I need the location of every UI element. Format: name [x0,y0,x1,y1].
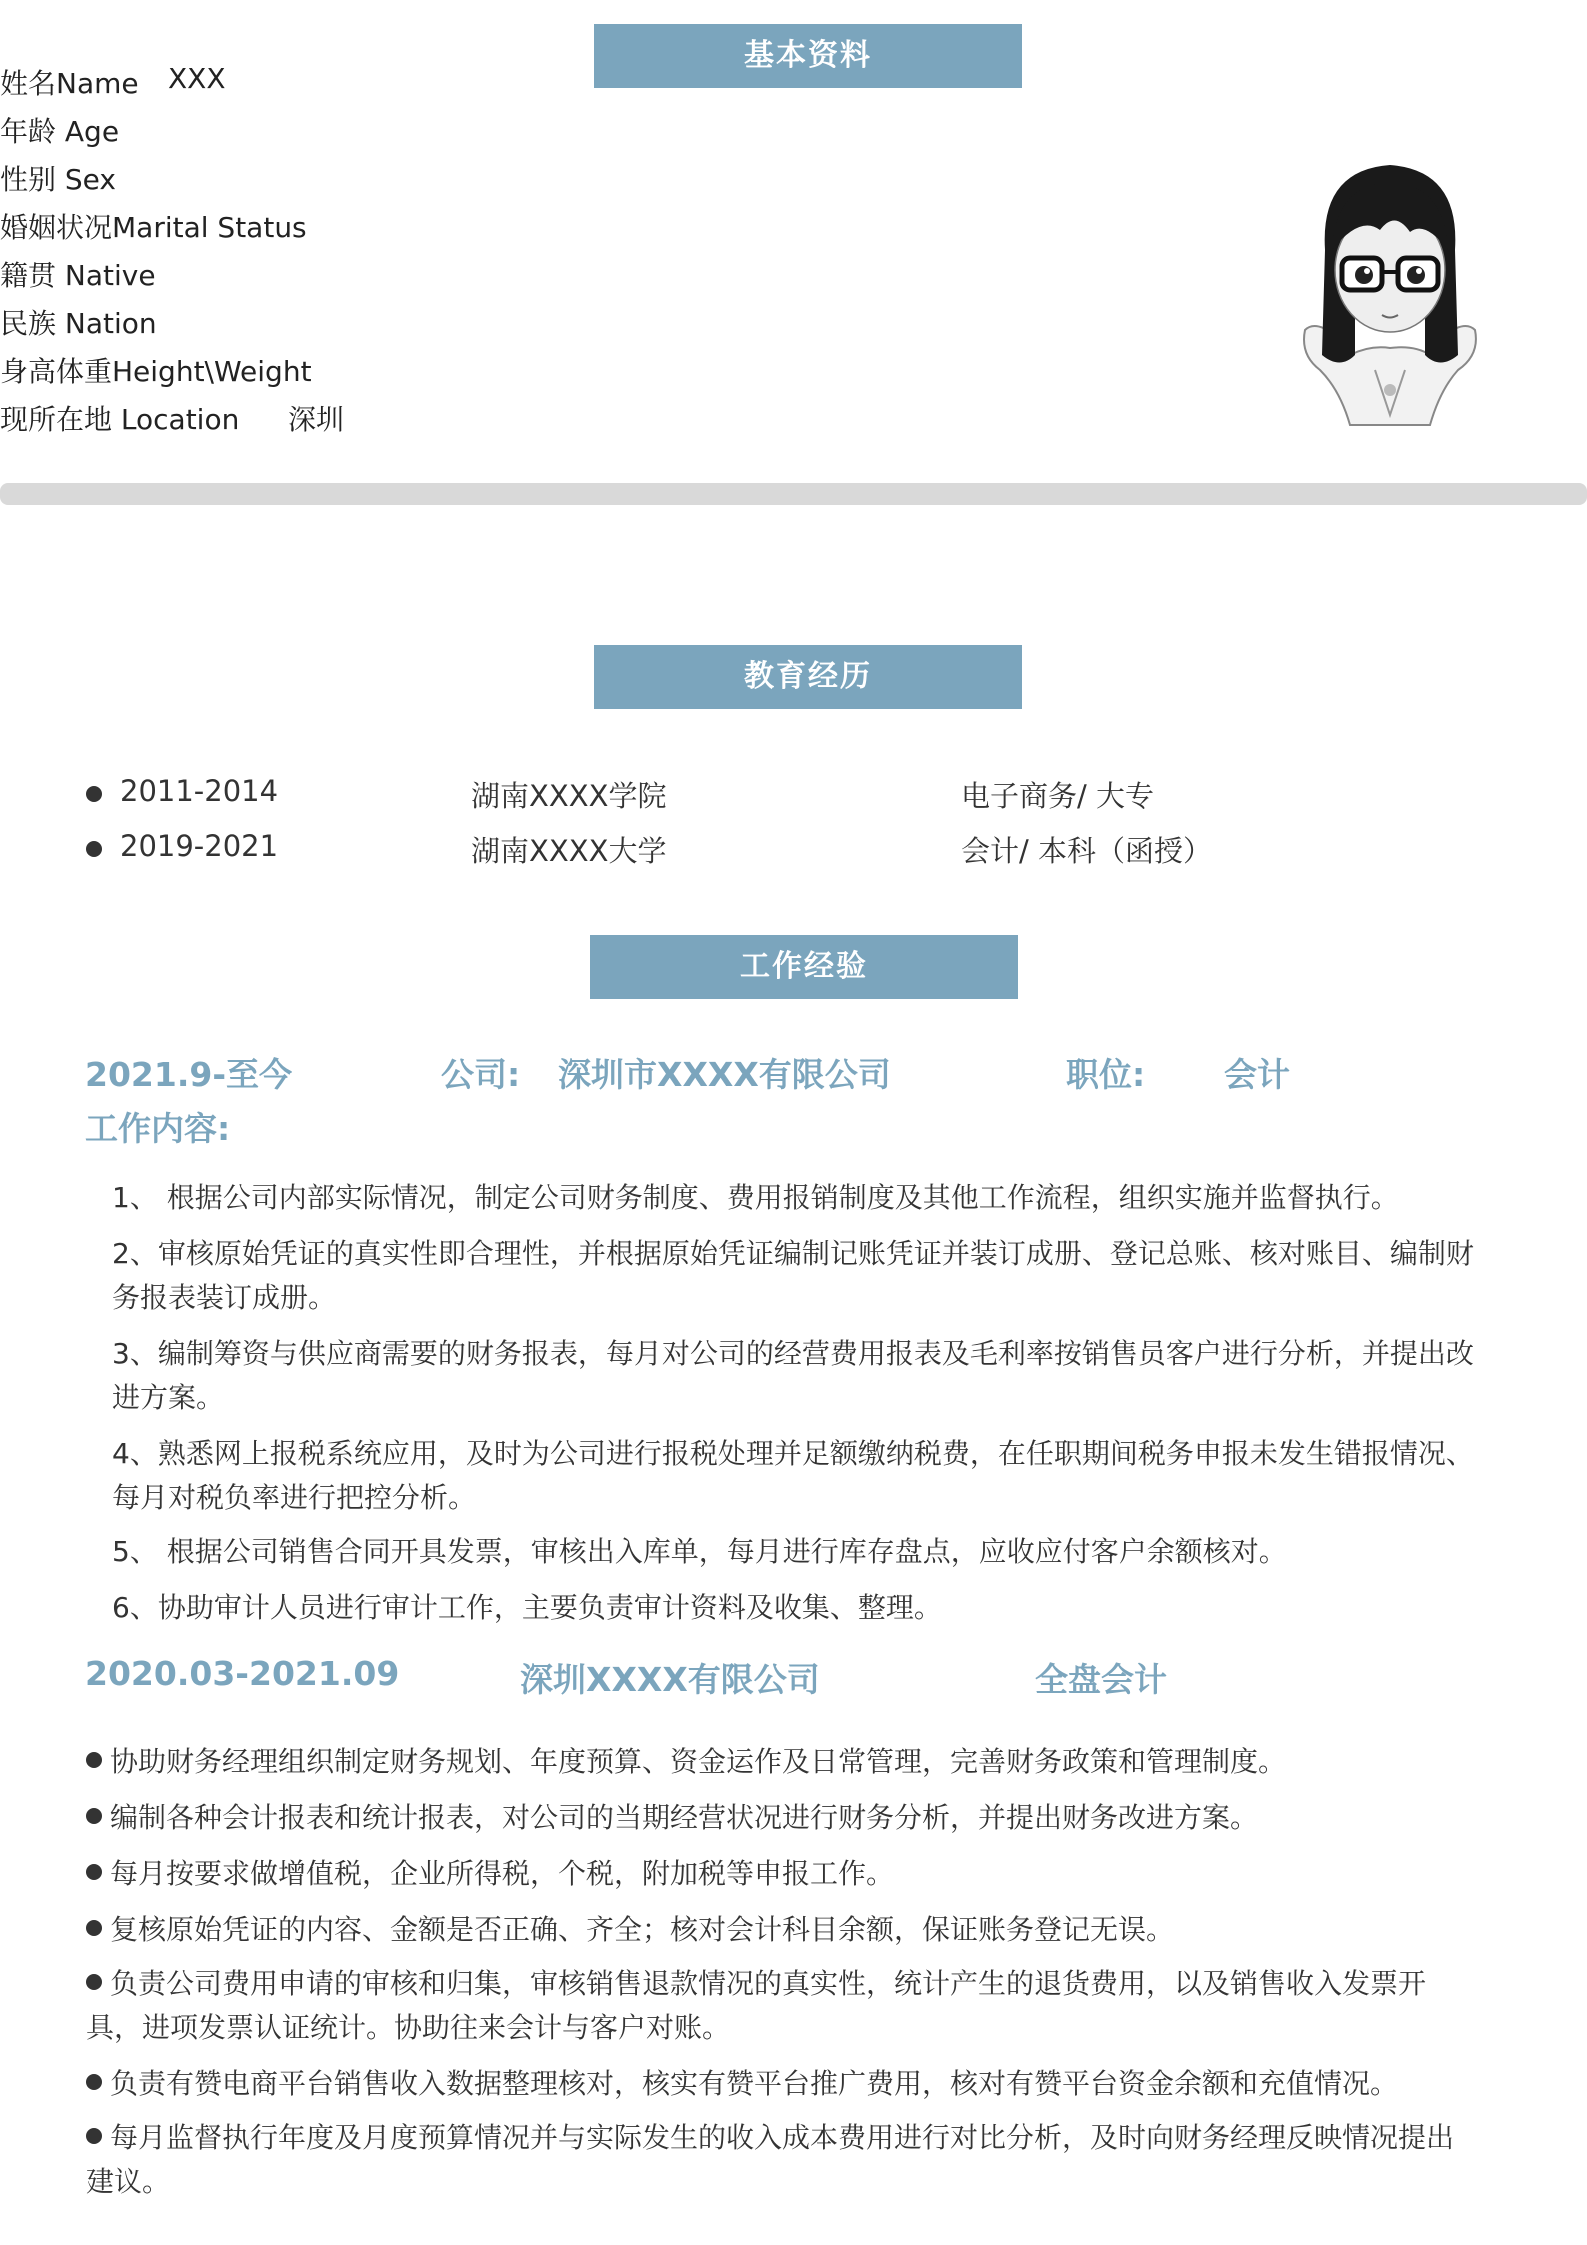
info-value: 深圳 [288,403,345,436]
bullet-dot [86,786,102,802]
info-label: 姓名Name [0,67,139,100]
info-native [0,254,156,294]
edu-years: 2011-2014 [120,774,279,808]
bullet-dot [86,841,102,857]
job2-item-text: 每月监督执行年度及月度预算情况并与实际发生的收入成本费用进行对比分析，及时向财务经理反映情况提出建议。 [86,2121,1455,2198]
job2-item-text: 负责有赞电商平台销售收入数据整理核对，核实有赞平台推广费用，核对有赞平台资金余额和充值情况。 [110,2067,1399,2100]
info-sex [0,158,116,198]
bullet-dot [86,2128,102,2144]
info-marital [0,206,307,246]
info-label: 籍贯 Native [0,259,156,292]
job2-item [86,2116,1456,2204]
job2-item [86,1908,1456,1952]
info-nation [0,302,157,342]
edu-years: 2019-2021 [120,829,279,863]
job2-item-text: 每月按要求做增值税，企业所得税，个税，附加税等申报工作。 [110,1857,895,1890]
edu-major: 会计/ 本科（函授） [961,834,1212,868]
job2-company: 深圳XXXX有限公司 [520,1660,820,1699]
job2-position: 全盘会计 [1035,1660,1167,1699]
edu-major: 电子商务/ 大专 [961,779,1154,813]
job2-item-text: 复核原始凭证的内容、金额是否正确、齐全；核对会计科目余额，保证账务登记无误。 [110,1913,1175,1946]
job2-item [86,2062,1456,2106]
job1-position: 会计 [1224,1055,1290,1094]
info-label: 现所在地 Location [0,403,240,436]
job2-item-text: 编制各种会计报表和统计报表，对公司的当期经营状况进行财务分析，并提出财务改进方案。 [110,1801,1259,1834]
job1-content-label: 工作内容: [85,1109,231,1148]
section-title-education: 教育经历 [594,645,1022,709]
job2-item [86,1740,1456,1784]
job1-position-label: 职位: [1066,1055,1146,1094]
edu-school: 湖南XXXX学院 [471,779,667,813]
info-name [0,62,226,102]
info-location [0,398,345,438]
section-title-basic: 基本资料 [594,24,1022,88]
bullet-dot [86,1808,102,1824]
section-title-work: 工作经验 [590,935,1018,999]
info-label: 年龄 Age [0,115,120,148]
info-age [0,110,119,150]
job1-item: 1、 根据公司内部实际情况，制定公司财务制度、费用报销制度及其他工作流程，组织实施并监督执行。 [112,1181,1399,1214]
section-divider [0,483,1587,505]
bullet-dot [86,1864,102,1880]
cartoon-girl-avatar-icon [1290,140,1490,435]
info-value: XXX [168,62,226,95]
bullet-dot [86,1920,102,1936]
job2-period: 2020.03-2021.09 [85,1654,400,1693]
job1-item: 4、熟悉网上报税系统应用，及时为公司进行报税处理并足额缴纳税费，在任职期间税务申报未发生错报情况、每月对税负率进行把控分析。 [112,1437,1474,1514]
info-label: 身高体重Height\Weight [0,355,312,388]
info-height-weight [0,350,312,390]
job2-item [86,1852,1456,1896]
bullet-dot [86,2074,102,2090]
job1-company-label: 公司: [441,1055,521,1094]
job2-item-text: 负责公司费用申请的审核和归集，审核销售退款情况的真实性，统计产生的退货费用，以及销售收入发票开具，进项发票认证统计。协助往来会计与客户对账。 [86,1967,1427,2044]
job2-item [86,1962,1456,2050]
job1-period: 2021.9-至今 [85,1055,293,1094]
job2-item-text: 协助财务经理组织制定财务规划、年度预算、资金运作及日常管理，完善财务政策和管理制度。 [110,1745,1287,1778]
info-label: 性别 Sex [0,163,116,196]
job2-item [86,1796,1456,1840]
job1-item: 6、协助审计人员进行审计工作，主要负责审计资料及收集、整理。 [112,1591,942,1624]
job1-item: 2、审核原始凭证的真实性即合理性，并根据原始凭证编制记账凭证并装订成册、登记总账、核对账目、编制财务报表装订成册。 [112,1237,1474,1314]
job1-item: 3、编制筹资与供应商需要的财务报表，每月对公司的经营费用报表及毛利率按销售员客户进行分析，并提出改进方案。 [112,1337,1474,1414]
job1-company: 深圳市XXXX有限公司 [558,1055,891,1094]
info-label: 民族 Nation [0,307,157,340]
bullet-dot [86,1974,102,1990]
bullet-dot [86,1752,102,1768]
info-label: 婚姻状况Marital Status [0,211,307,244]
edu-school: 湖南XXXX大学 [471,834,667,868]
job1-item: 5、 根据公司销售合同开具发票，审核出入库单，每月进行库存盘点，应收应付客户余额核对。 [112,1535,1287,1568]
